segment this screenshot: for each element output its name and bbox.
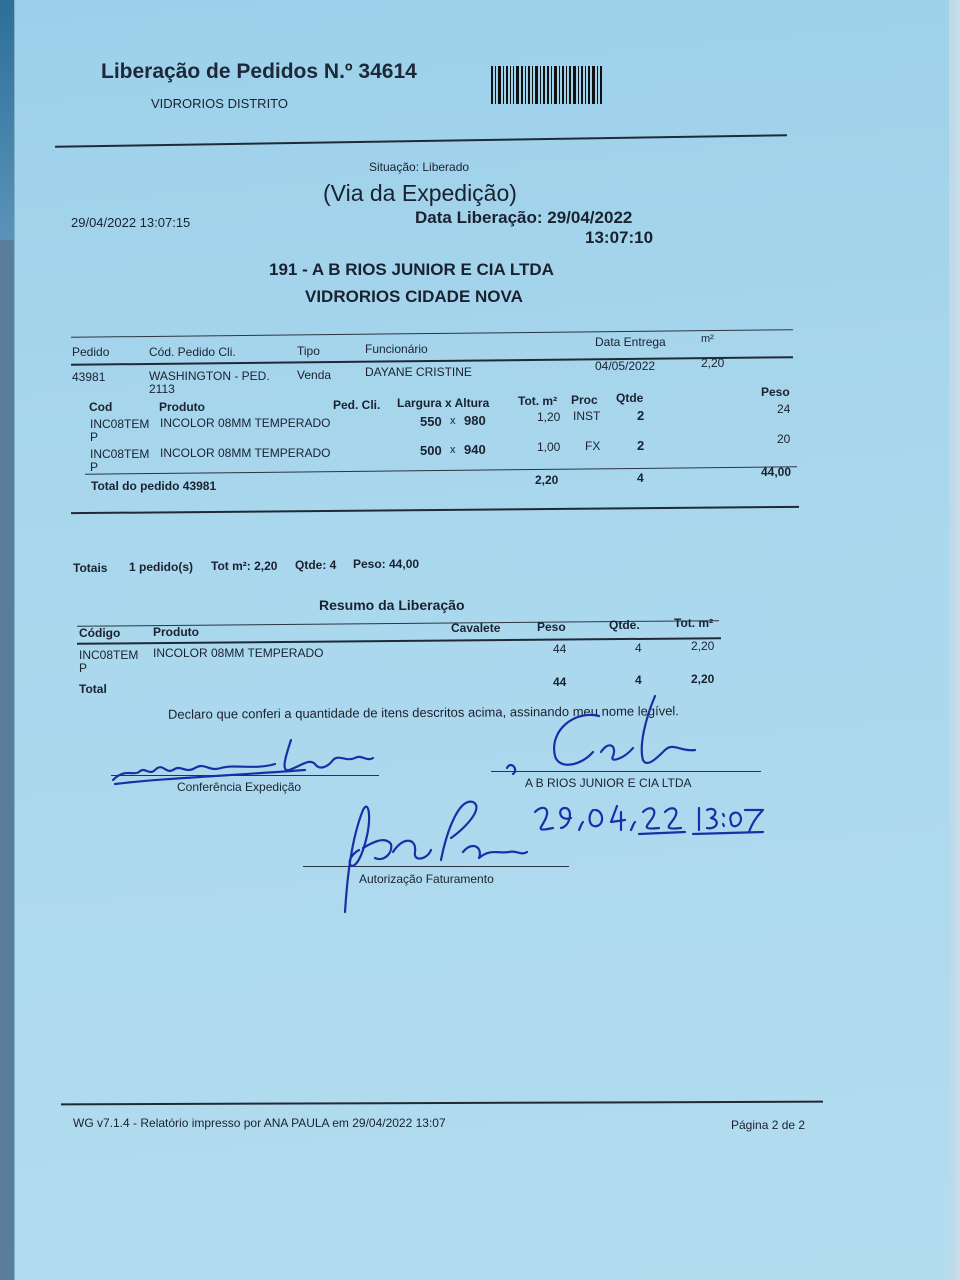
order-tipo: Venda xyxy=(297,368,332,382)
summary-col-cavalete: Cavalete xyxy=(451,621,501,635)
handwritten-signature-autorizacao xyxy=(323,790,533,920)
item-2-cod-1: INC08TEM xyxy=(90,447,150,461)
summary-tot-m2: 2,20 xyxy=(691,639,715,653)
summary-qtde: 4 xyxy=(635,641,642,655)
summary-total-tot-m2: 2,20 xyxy=(691,672,715,686)
order-col-funcionario: Funcionário xyxy=(365,342,428,356)
document-title: Liberação de Pedidos N.º 34614 xyxy=(101,60,417,83)
summary-col-peso: Peso xyxy=(537,620,566,634)
order-total-peso: 44,00 xyxy=(761,465,792,479)
item-1-produto: INCOLOR 08MM TEMPERADO xyxy=(160,416,331,430)
items-col-tot-m2: Tot. m² xyxy=(518,394,558,408)
declaration-sentence: Declaro que conferi a quantidade de itens descritos acima, assinando meu nome legível. xyxy=(167,703,679,722)
totals-label: Totais xyxy=(73,561,108,575)
data-liberacao-date: Data Liberação: 29/04/2022 xyxy=(415,208,633,227)
order-cod-pedido-cli-1: WASHINGTON - PED. xyxy=(149,369,270,383)
client-name: 191 - A B RIOS JUNIOR E CIA LTDA xyxy=(269,260,554,279)
summary-total-qtde: 4 xyxy=(635,673,642,687)
summary-col-codigo: Código xyxy=(79,626,121,640)
totals-pedidos: 1 pedido(s) xyxy=(129,560,194,574)
item-1-largura: 550 xyxy=(420,414,442,429)
summary-title: Resumo da Liberação xyxy=(319,597,465,613)
item-1-altura: 980 xyxy=(464,413,486,428)
item-2-peso: 20 xyxy=(777,432,791,446)
document-page xyxy=(14,0,949,1280)
summary-col-tot-m2: Tot. m² xyxy=(674,616,714,630)
handwritten-date-time xyxy=(527,798,767,842)
order-col-data-entrega: Data Entrega xyxy=(595,335,666,349)
order-col-pedido: Pedido xyxy=(72,345,110,359)
order-col-cod-pedido-cli: Cód. Pedido Cli. xyxy=(149,345,236,359)
items-col-cod: Cod xyxy=(89,400,113,414)
summary-codigo-1: INC08TEM xyxy=(79,648,139,662)
item-2-altura: 940 xyxy=(464,442,486,457)
item-1-tot-m2: 1,20 xyxy=(537,410,561,424)
item-2-qtde: 2 xyxy=(637,438,645,453)
item-1-cod-1: INC08TEM xyxy=(90,417,150,431)
handwritten-signature-conferencia xyxy=(105,728,395,798)
order-top-rule xyxy=(71,329,793,338)
order-total-label: Total do pedido 43981 xyxy=(91,479,217,493)
order-pedido: 43981 xyxy=(72,370,106,384)
order-m2: 2,20 xyxy=(701,356,725,370)
item-1-x: x xyxy=(450,415,456,427)
totals-qtde: Qtde: 4 xyxy=(295,558,337,572)
status-situacao: Situação: Liberado xyxy=(369,160,470,174)
data-liberacao-time: 13:07:10 xyxy=(585,228,654,247)
client-branch: VIDRORIOS CIDADE NOVA xyxy=(305,287,523,306)
signature-label-client: A B RIOS JUNIOR E CIA LTDA xyxy=(525,776,692,790)
order-col-tipo: Tipo xyxy=(297,344,320,358)
items-col-qtde: Qtde xyxy=(616,391,644,405)
items-col-peso: Peso xyxy=(761,385,790,399)
via-label: (Via da Expedição) xyxy=(323,180,517,206)
signature-label-autorizacao: Autorização Faturamento xyxy=(359,872,494,886)
summary-produto: INCOLOR 08MM TEMPERADO xyxy=(153,646,324,660)
signature-label-conferencia: Conferência Expedição xyxy=(177,780,302,794)
items-col-largura-altura: Largura x Altura xyxy=(397,396,490,410)
company-name: VIDRORIOS DISTRITO xyxy=(151,96,288,111)
items-col-produto: Produto xyxy=(159,400,205,414)
handwritten-signature-client xyxy=(505,690,715,790)
summary-col-qtde: Qtde. xyxy=(609,618,640,632)
printed-datetime: 29/04/2022 13:07:15 xyxy=(71,215,191,230)
item-1-cod-2: P xyxy=(90,430,99,444)
header-divider xyxy=(55,134,787,147)
order-bottom-rule xyxy=(71,506,799,514)
order-col-m2: m² xyxy=(701,333,714,345)
barcode xyxy=(491,66,604,104)
summary-peso: 44 xyxy=(553,642,567,656)
item-2-x: x xyxy=(450,444,456,456)
totals-peso: Peso: 44,00 xyxy=(353,557,420,571)
order-total-qtde: 4 xyxy=(637,471,644,485)
item-2-tot-m2: 1,00 xyxy=(537,440,561,454)
item-1-peso: 24 xyxy=(777,402,791,416)
item-2-proc: FX xyxy=(585,439,601,453)
footer-rule xyxy=(61,1101,823,1106)
order-total-rule xyxy=(85,466,797,474)
order-cod-pedido-cli-2: 2113 xyxy=(149,382,175,396)
items-col-ped-cli: Ped. Cli. xyxy=(333,398,381,412)
order-total-tot-m2: 2,20 xyxy=(535,473,559,487)
summary-codigo-2: P xyxy=(79,661,88,675)
item-2-cod-2: P xyxy=(90,460,99,474)
order-funcionario: DAYANE CRISTINE xyxy=(365,365,472,379)
summary-total-peso: 44 xyxy=(553,675,567,689)
item-1-proc: INST xyxy=(573,409,601,423)
item-1-qtde: 2 xyxy=(637,408,645,423)
summary-col-produto: Produto xyxy=(153,625,199,639)
item-2-largura: 500 xyxy=(420,443,442,458)
totals-tot-m2: Tot m²: 2,20 xyxy=(211,559,278,573)
order-data-entrega: 04/05/2022 xyxy=(595,359,656,373)
item-2-produto: INCOLOR 08MM TEMPERADO xyxy=(160,446,331,460)
footer-printed-by: WG v7.1.4 - Relatório impresso por ANA PAULA em 29/04/2022 13:07 xyxy=(73,1116,446,1130)
summary-total-label: Total xyxy=(79,682,107,696)
items-col-proc: Proc xyxy=(571,393,598,407)
footer-page-number: Página 2 de 2 xyxy=(731,1118,806,1132)
